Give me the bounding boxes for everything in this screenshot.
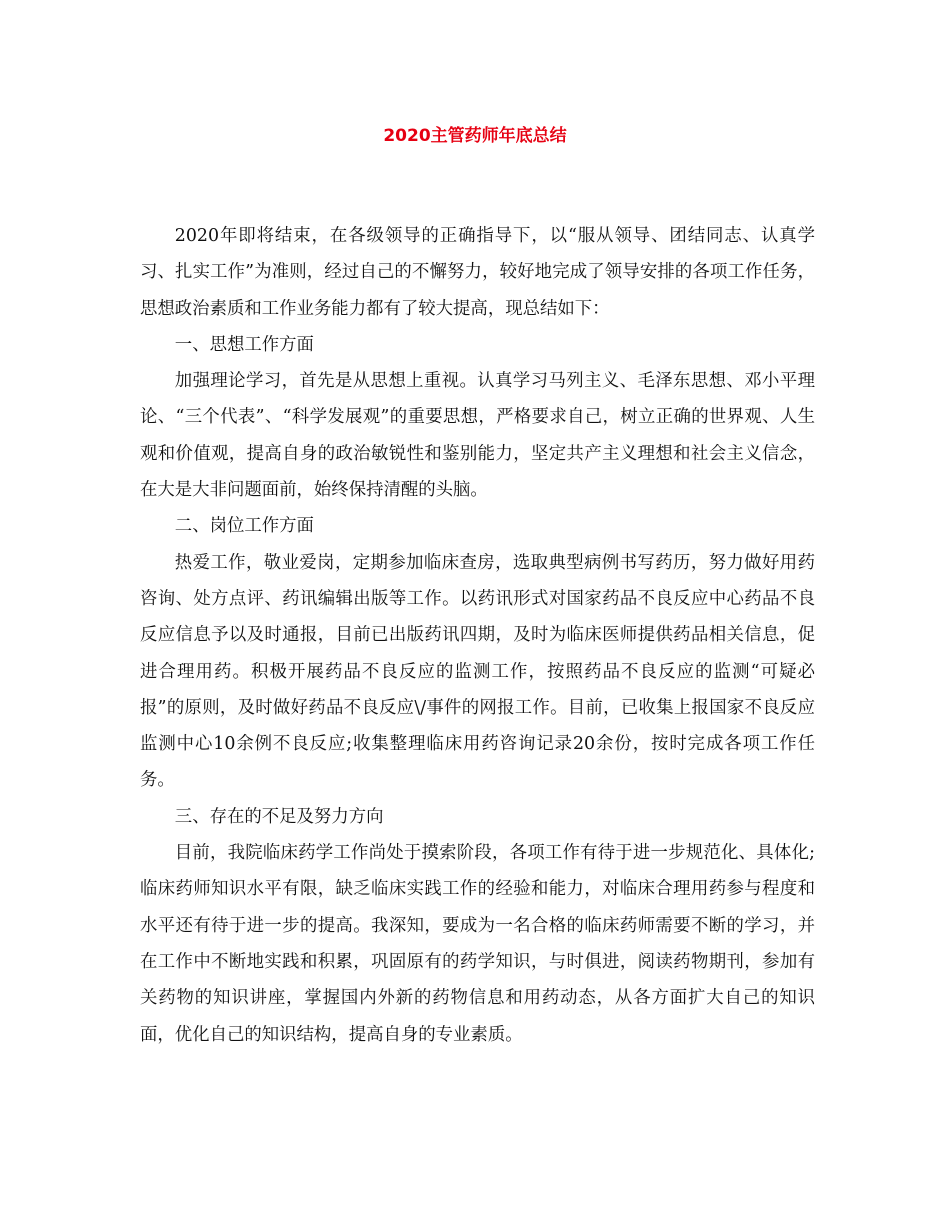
document-body xyxy=(140,218,815,1053)
section-heading-position: 二、岗位工作方面 xyxy=(174,516,314,537)
section-heading-shortcomings: 三、存在的不足及努力方向 xyxy=(174,806,384,827)
document-title: 2020主管药师年底总结 xyxy=(383,126,567,146)
section-heading-thought: 一、思想工作方面 xyxy=(174,334,314,355)
intro-paragraph: 2020年即将结束，在各级领导的正确指导下，以“服从领导、团结同志、认真学习、扎实工作”为准则，经过自己的不懈努力，较好地完成了领导安排的各项工作任务，思想政治素质和工作业务能力都有了较大提高，现总结如下： xyxy=(140,226,815,319)
shortcomings-paragraph: 目前，我院临床药学工作尚处于摸索阶段，各项工作有待于进一步规范化、具体化;临床药师知识水平有限，缺乏临床实践工作的经验和能力，对临床合理用药参与程度和水平还有待于进一步的提高。我深知，要成为一名合格的临床药师需要不断的学习，并在工作中不断地实践和积累，巩固原有的药学知识，与时俱进，阅读药物期刊，参加有关药物的知识讲座，掌握国内外新的药物信息和用药动态，从各方面扩大自己的知识面，优化自己的知识结构，提高自身的专业素质。 xyxy=(140,843,815,1045)
thought-paragraph: 加强理论学习，首先是从思想上重视。认真学习马列主义、毛泽东思想、邓小平理论、“三个代表”、“科学发展观”的重要思想，严格要求自己，树立正确的世界观、人生观和价值观，提高自身的政治敏锐性和鉴别能力，坚定共产主义理想和社会主义信念，在大是大非问题面前，始终保持清醒的头脑。 xyxy=(140,371,815,501)
position-paragraph: 热爱工作，敬业爱岗，定期参加临床查房，选取典型病例书写药历，努力做好用药咨询、处方点评、药讯编辑出版等工作。以药讯形式对国家药品不良反应中心药品不良反应信息予以及时通报，目前已出版药讯四期，及时为临床医师提供药品相关信息，促进合理用药。积极开展药品不良反应的监测工作，按照药品不良反应的监测“可疑必报”的原则，及时做好药品不良反应\/事件的网报工作。目前，已收集上报国家不良反应监测中心10余例不良反应;收集整理临床用药咨询记录20余份，按时完成各项工作任务。 xyxy=(140,552,815,791)
